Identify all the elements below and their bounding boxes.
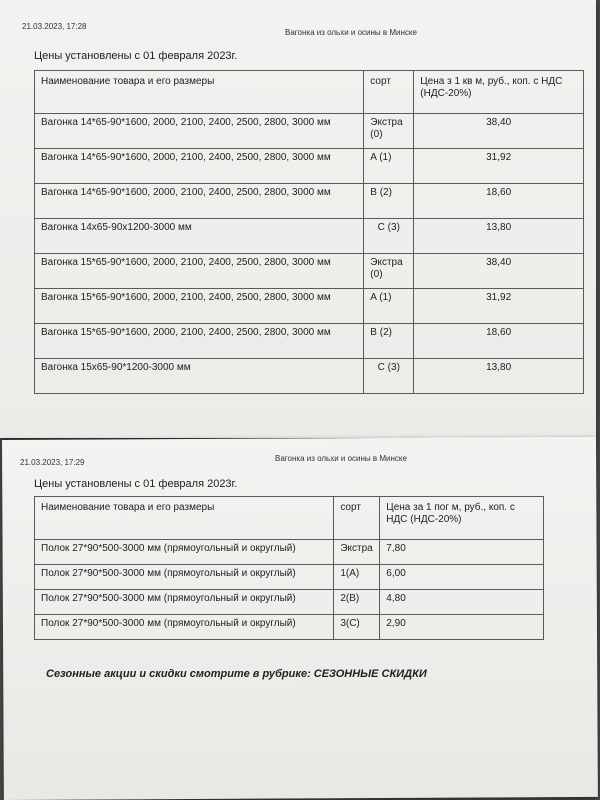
print-timestamp-1: 21.03.2023, 17:28 bbox=[22, 22, 87, 31]
product-name: Полок 27*90*500-3000 мм (прямоугольный и округлый) bbox=[35, 615, 334, 640]
table-row bbox=[35, 254, 584, 289]
product-name: Вагонка 14*65-90*1600, 2000, 2100, 2400, 2500, 2800, 3000 мм bbox=[35, 149, 364, 184]
product-name: Вагонка 15х65-90*1200-3000 мм bbox=[35, 359, 364, 394]
column-header-price: Цена з 1 кв м, руб., коп. с НДС (НДС-20%) bbox=[414, 71, 584, 114]
product-price: 38,40 bbox=[414, 254, 584, 289]
product-price: 31,92 bbox=[414, 149, 584, 184]
product-price: 18,60 bbox=[414, 324, 584, 359]
product-name: Вагонка 14х65-90х1200-3000 мм bbox=[35, 219, 364, 254]
product-name: Вагонка 15*65-90*1600, 2000, 2100, 2400, 2500, 2800, 3000 мм bbox=[35, 289, 364, 324]
table-row bbox=[35, 114, 584, 149]
product-price: 4,80 bbox=[380, 590, 544, 615]
print-page-title-2: Вагонка из ольхи и осины в Минске bbox=[275, 454, 407, 463]
price-table-shelves bbox=[34, 496, 544, 640]
product-grade: 2(B) bbox=[334, 590, 380, 615]
prices-valid-from-1: Цены установлены с 01 февраля 2023г. bbox=[34, 50, 238, 62]
prices-valid-from-2: Цены установлены с 01 февраля 2023г. bbox=[34, 478, 238, 490]
table-row bbox=[35, 289, 584, 324]
product-name: Вагонка 15*65-90*1600, 2000, 2100, 2400, 2500, 2800, 3000 мм bbox=[35, 254, 364, 289]
product-price: 6,00 bbox=[380, 565, 544, 590]
product-grade: C (3) bbox=[364, 219, 414, 254]
product-name: Вагонка 15*65-90*1600, 2000, 2100, 2400, 2500, 2800, 3000 мм bbox=[35, 324, 364, 359]
column-header-grade: сорт bbox=[364, 71, 414, 114]
product-grade: A (1) bbox=[364, 149, 414, 184]
table-row bbox=[35, 184, 584, 219]
column-header-grade: сорт bbox=[334, 497, 380, 540]
table-row bbox=[35, 149, 584, 184]
table-row bbox=[35, 540, 544, 565]
table-row bbox=[35, 324, 584, 359]
product-grade: Экстра bbox=[334, 540, 380, 565]
product-grade: 1(A) bbox=[334, 565, 380, 590]
product-price: 13,80 bbox=[414, 219, 584, 254]
product-price: 7,80 bbox=[380, 540, 544, 565]
product-grade: C (3) bbox=[364, 359, 414, 394]
product-price: 2,90 bbox=[380, 615, 544, 640]
product-name: Вагонка 14*65-90*1600, 2000, 2100, 2400, 2500, 2800, 3000 мм bbox=[35, 184, 364, 219]
product-price: 18,60 bbox=[414, 184, 584, 219]
table-header-row bbox=[35, 71, 584, 114]
print-page-title-1: Вагонка из ольхи и осины в Минске bbox=[285, 28, 417, 37]
product-price: 38,40 bbox=[414, 114, 584, 149]
column-header-price: Цена за 1 пог м, руб., коп. с НДС (НДС-20%) bbox=[380, 497, 544, 540]
product-name: Вагонка 14*65-90*1600, 2000, 2100, 2400, 2500, 2800, 3000 мм bbox=[35, 114, 364, 149]
column-header-name: Наименование товара и его размеры bbox=[35, 71, 364, 114]
table-header-row bbox=[35, 497, 544, 540]
product-grade: Экстра (0) bbox=[364, 254, 414, 289]
price-table-lining bbox=[34, 70, 584, 394]
table-row bbox=[35, 219, 584, 254]
product-name: Полок 27*90*500-3000 мм (прямоугольный и округлый) bbox=[35, 590, 334, 615]
column-header-name: Наименование товара и его размеры bbox=[35, 497, 334, 540]
product-grade: B (2) bbox=[364, 324, 414, 359]
product-grade: B (2) bbox=[364, 184, 414, 219]
product-name: Полок 27*90*500-3000 мм (прямоугольный и округлый) bbox=[35, 540, 334, 565]
product-price: 31,92 bbox=[414, 289, 584, 324]
seasonal-discounts-note: Сезонные акции и скидки смотрите в рубрике: СЕЗОННЫЕ СКИДКИ bbox=[46, 668, 427, 680]
table-row bbox=[35, 615, 544, 640]
product-grade: Экстра (0) bbox=[364, 114, 414, 149]
product-name: Полок 27*90*500-3000 мм (прямоугольный и округлый) bbox=[35, 565, 334, 590]
product-grade: A (1) bbox=[364, 289, 414, 324]
table-row bbox=[35, 590, 544, 615]
table-row bbox=[35, 359, 584, 394]
print-timestamp-2: 21.03.2023, 17:29 bbox=[20, 458, 85, 467]
table-row bbox=[35, 565, 544, 590]
product-grade: 3(C) bbox=[334, 615, 380, 640]
product-price: 13,80 bbox=[414, 359, 584, 394]
